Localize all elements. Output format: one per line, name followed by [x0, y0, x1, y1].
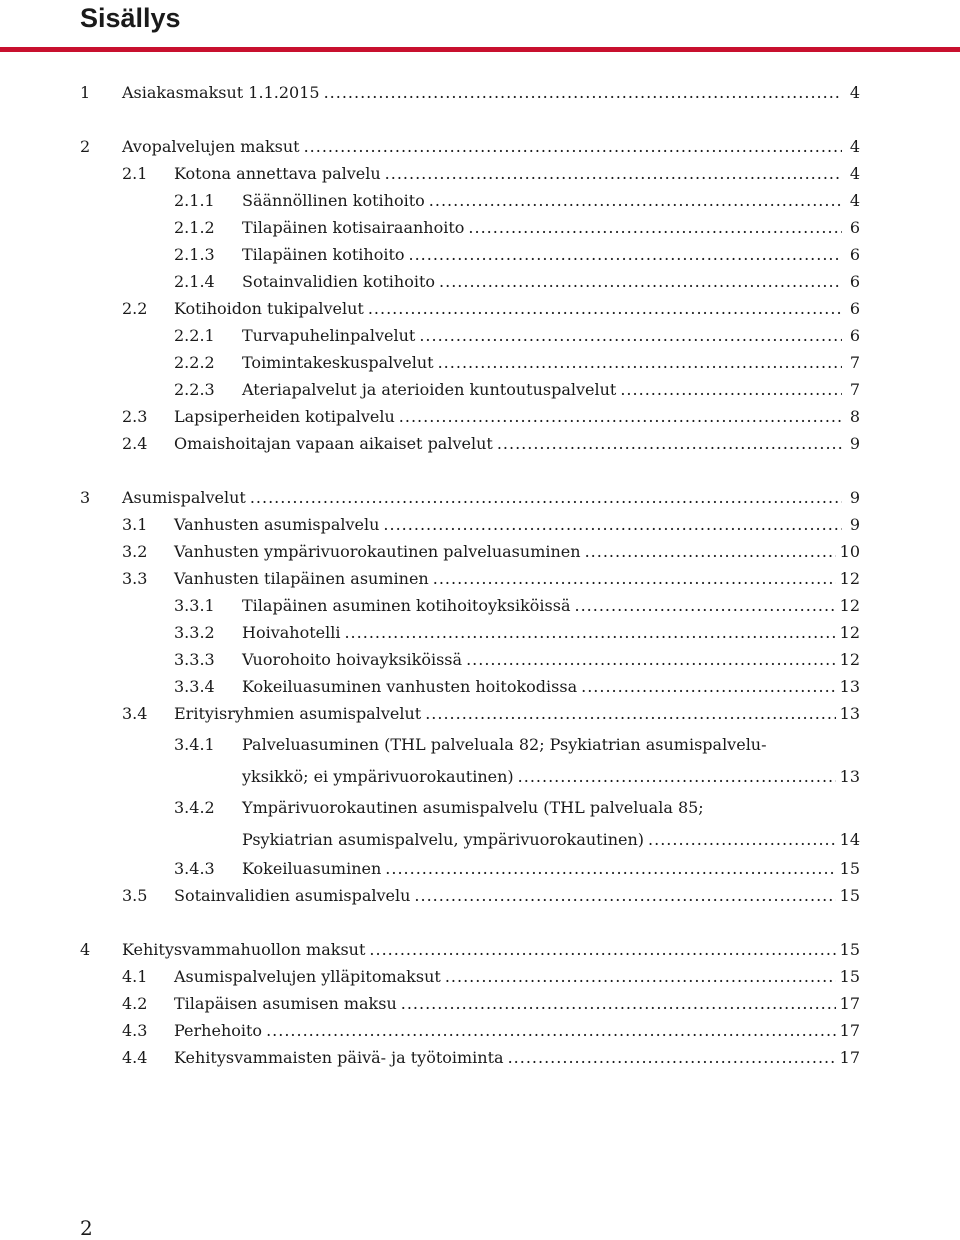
- toc-entry[interactable]: [80, 936, 860, 963]
- toc-entry-number: 2.3: [122, 407, 148, 426]
- toc-entry-number: 3: [80, 488, 91, 507]
- toc-entry-title: Lapsiperheiden kotipalvelu: [174, 407, 395, 426]
- toc-leader-dots: [445, 963, 836, 990]
- toc-leader-dots: [518, 763, 836, 790]
- toc-entry-number: 2.2: [122, 299, 148, 318]
- toc-entry[interactable]: [80, 794, 860, 853]
- toc-entry-title: Avopalvelujen maksut: [122, 137, 300, 156]
- toc-leader-dots: [433, 565, 836, 592]
- toc-entry-page: 4: [849, 83, 860, 102]
- toc-entry-number: 2.1.2: [174, 218, 215, 237]
- toc-entry-page: 10: [839, 542, 860, 561]
- page-title: Sisällys: [80, 3, 181, 33]
- toc-entry[interactable]: [80, 241, 860, 268]
- toc-entry-number: 2.2.1: [174, 326, 215, 345]
- toc-entry-number: 4.2: [122, 994, 148, 1013]
- toc-entry-title: Palveluasuminen (THL palveluala 82; Psykiatrian asumispalvelu-: [242, 735, 767, 754]
- toc-entry-title: Kehitysvammahuollon maksut: [122, 940, 366, 959]
- toc-entry-title-continued: yksikkö; ei ympärivuorokautinen): [242, 767, 514, 786]
- toc-entry[interactable]: [80, 79, 860, 106]
- toc-entry-title: Kokeiluasuminen vanhusten hoitokodissa: [242, 677, 578, 696]
- toc-leader-dots: [581, 673, 836, 700]
- toc-entry-title: Kokeiluasuminen: [242, 859, 382, 878]
- toc-entry-page: 17: [839, 1021, 860, 1040]
- toc-entry-number: 3.3.3: [174, 650, 215, 669]
- toc-leader-dots: [401, 990, 836, 1017]
- toc-entry-number: 2.4: [122, 434, 148, 453]
- toc-entry-page: 15: [839, 940, 860, 959]
- toc-entry-title: Hoivahotelli: [242, 623, 341, 642]
- toc-entry[interactable]: [80, 160, 860, 187]
- toc-entry-title: Tilapäinen asuminen kotihoitoyksiköissä: [242, 596, 571, 615]
- toc-entry-page: 17: [839, 1048, 860, 1067]
- toc-entry-page: 6: [849, 326, 860, 345]
- toc-entry-number: 4.1: [122, 967, 148, 986]
- toc-entry-number: 2: [80, 137, 91, 156]
- toc-entry-title: Säännöllinen kotihoito: [242, 191, 425, 210]
- toc-entry[interactable]: [80, 990, 860, 1017]
- toc-entry-number: 2.2.3: [174, 380, 215, 399]
- toc-entry-title: Asumispalvelujen ylläpitomaksut: [174, 967, 441, 986]
- toc-entry-number: 2.2.2: [174, 353, 215, 372]
- toc-leader-dots: [508, 1044, 836, 1071]
- toc-leader-dots: [369, 936, 835, 963]
- toc-entry-page: 15: [839, 859, 860, 878]
- toc-leader-dots: [585, 538, 836, 565]
- toc-entry-page: 8: [849, 407, 860, 426]
- toc-leader-dots: [468, 214, 842, 241]
- toc-entry-title-continued: Psykiatrian asumispalvelu, ympärivuorokautinen): [242, 830, 645, 849]
- toc-entry-number: 4.4: [122, 1048, 148, 1067]
- toc-entry-number: 3.1: [122, 515, 148, 534]
- toc-entry[interactable]: [80, 855, 860, 882]
- toc-leader-dots: [324, 79, 842, 106]
- toc-entry[interactable]: [80, 592, 860, 619]
- toc-leader-dots: [409, 241, 843, 268]
- toc-entry-page: 7: [849, 380, 860, 399]
- toc-entry[interactable]: [80, 214, 860, 241]
- toc-leader-dots: [304, 133, 842, 160]
- toc-entry-title: Perhehoito: [174, 1021, 263, 1040]
- toc-leader-dots: [344, 619, 835, 646]
- toc-entry[interactable]: [80, 963, 860, 990]
- toc-entry-title: Toimintakeskuspalvelut: [242, 353, 434, 372]
- toc-entry[interactable]: [80, 484, 860, 511]
- toc-entry[interactable]: [80, 646, 860, 673]
- page-number: 2: [80, 1216, 93, 1240]
- toc-entry-title: Sotainvalidien kotihoito: [242, 272, 436, 291]
- toc-entry[interactable]: [80, 268, 860, 295]
- toc-entry-title: Vanhusten tilapäinen asuminen: [174, 569, 429, 588]
- toc-leader-dots: [438, 349, 842, 376]
- toc-entry-page: 6: [849, 272, 860, 291]
- toc-entry-title: Kotona annettava palvelu: [174, 164, 381, 183]
- toc-entry-number: 1: [80, 83, 91, 102]
- toc-entry-continuation: [80, 763, 860, 790]
- toc-entry[interactable]: [80, 133, 860, 160]
- toc-entry-number: 2.1.4: [174, 272, 215, 291]
- toc-entry-page: 9: [849, 434, 860, 453]
- toc-entry-title: Asumispalvelut: [122, 488, 246, 507]
- toc-entry-page: 12: [839, 569, 860, 588]
- toc-entry-title: Vuorohoito hoivayksiköissä: [242, 650, 463, 669]
- title-rule: [0, 47, 960, 52]
- toc-entry-title: Ateriapalvelut ja aterioiden kuntoutuspalvelut: [242, 380, 617, 399]
- toc-entry-number: 4.3: [122, 1021, 148, 1040]
- toc-entry[interactable]: [80, 1017, 860, 1044]
- toc-entry-page: 9: [849, 515, 860, 534]
- toc-entry[interactable]: [80, 1044, 860, 1071]
- toc-leader-dots: [466, 646, 836, 673]
- toc-entry-number: 3.4.3: [174, 859, 215, 878]
- toc-leader-dots: [648, 826, 836, 853]
- toc-entry[interactable]: [80, 403, 860, 430]
- toc-entry-page: 12: [839, 596, 860, 615]
- toc-entry[interactable]: [80, 349, 860, 376]
- toc-entry-title: Ympärivuorokautinen asumispalvelu (THL palveluala 85;: [242, 798, 704, 817]
- toc-entry-number: 3.2: [122, 542, 148, 561]
- toc-entry-number: 4: [80, 940, 91, 959]
- toc-entry-page: 13: [839, 704, 860, 723]
- toc-entry[interactable]: [80, 322, 860, 349]
- toc-entry-title: Vanhusten asumispalvelu: [174, 515, 380, 534]
- toc-entry-page: 6: [849, 299, 860, 318]
- toc-entry-number: 3.3.1: [174, 596, 215, 615]
- toc-entry-page: 6: [849, 245, 860, 264]
- toc-leader-dots: [250, 484, 842, 511]
- toc-leader-dots: [620, 376, 842, 403]
- toc-entry-title: Vanhusten ympärivuorokautinen palveluasuminen: [174, 542, 581, 561]
- toc-entry[interactable]: [80, 295, 860, 322]
- toc-entry-title: Tilapäinen kotisairaanhoito: [242, 218, 465, 237]
- toc-entry-title: Omaishoitajan vapaan aikaiset palvelut: [174, 434, 493, 453]
- toc-entry-title: Tilapäinen kotihoito: [242, 245, 405, 264]
- toc-entry-page: 15: [839, 886, 860, 905]
- toc-entry-title: Kotihoidon tukipalvelut: [174, 299, 364, 318]
- toc-entry-page: 12: [839, 650, 860, 669]
- toc-leader-dots: [419, 322, 842, 349]
- toc-entry-page: 7: [849, 353, 860, 372]
- toc-leader-dots: [385, 855, 835, 882]
- toc-entry[interactable]: [80, 731, 860, 790]
- toc-entry-number: 3.3.2: [174, 623, 215, 642]
- toc-entry-title: Erityisryhmien asumispalvelut: [174, 704, 422, 723]
- toc-entry-page: 6: [849, 218, 860, 237]
- toc-entry[interactable]: [80, 430, 860, 457]
- toc-entry-number: 3.4.2: [174, 798, 215, 817]
- toc-entry-first-line: [80, 794, 860, 821]
- toc-entry[interactable]: [80, 187, 860, 214]
- toc-leader-dots: [574, 592, 835, 619]
- toc-entry[interactable]: [80, 376, 860, 403]
- toc-entry-number: 2.1.3: [174, 245, 215, 264]
- toc-entry-title: Asiakasmaksut 1.1.2015: [122, 83, 320, 102]
- toc-leader-dots: [399, 403, 842, 430]
- toc-leader-dots: [425, 700, 835, 727]
- toc-entry[interactable]: [80, 619, 860, 646]
- toc-entry-page: 13: [839, 677, 860, 696]
- toc-entry-page: 4: [849, 191, 860, 210]
- toc-entry-number: 3.3.4: [174, 677, 215, 696]
- toc-entry-page: 12: [839, 623, 860, 642]
- toc-leader-dots: [414, 882, 835, 909]
- toc-entry[interactable]: [80, 882, 860, 909]
- toc-entry-title: Sotainvalidien asumispalvelu: [174, 886, 411, 905]
- toc-entry-first-line: [80, 731, 860, 758]
- toc-entry-continuation: [80, 826, 860, 853]
- toc-entry-page: 14: [839, 830, 860, 849]
- toc-entry-page: 17: [839, 994, 860, 1013]
- toc-entry[interactable]: [80, 511, 860, 538]
- table-of-contents: [80, 79, 860, 1071]
- toc-leader-dots: [385, 160, 842, 187]
- toc-entry-number: 3.5: [122, 886, 148, 905]
- toc-entry-number: 2.1.1: [174, 191, 215, 210]
- toc-entry-number: 2.1: [122, 164, 148, 183]
- toc-leader-dots: [266, 1017, 836, 1044]
- toc-entry-title: Tilapäisen asumisen maksu: [174, 994, 397, 1013]
- toc-leader-dots: [383, 511, 842, 538]
- toc-entry-page: 9: [849, 488, 860, 507]
- toc-leader-dots: [497, 430, 842, 457]
- toc-entry-page: 4: [849, 137, 860, 156]
- toc-leader-dots: [439, 268, 842, 295]
- toc-entry[interactable]: [80, 673, 860, 700]
- toc-entry-number: 3.4.1: [174, 735, 215, 754]
- toc-entry[interactable]: [80, 538, 860, 565]
- toc-entry-title: Kehitysvammaisten päivä- ja työtoiminta: [174, 1048, 504, 1067]
- toc-leader-dots: [429, 187, 842, 214]
- toc-entry-page: 4: [849, 164, 860, 183]
- toc-leader-dots: [368, 295, 842, 322]
- toc-entry-page: 13: [839, 767, 860, 786]
- toc-entry-title: Turvapuhelinpalvelut: [242, 326, 416, 345]
- toc-entry[interactable]: [80, 700, 860, 727]
- toc-entry-page: 15: [839, 967, 860, 986]
- toc-entry[interactable]: [80, 565, 860, 592]
- toc-entry-number: 3.4: [122, 704, 148, 723]
- toc-entry-number: 3.3: [122, 569, 148, 588]
